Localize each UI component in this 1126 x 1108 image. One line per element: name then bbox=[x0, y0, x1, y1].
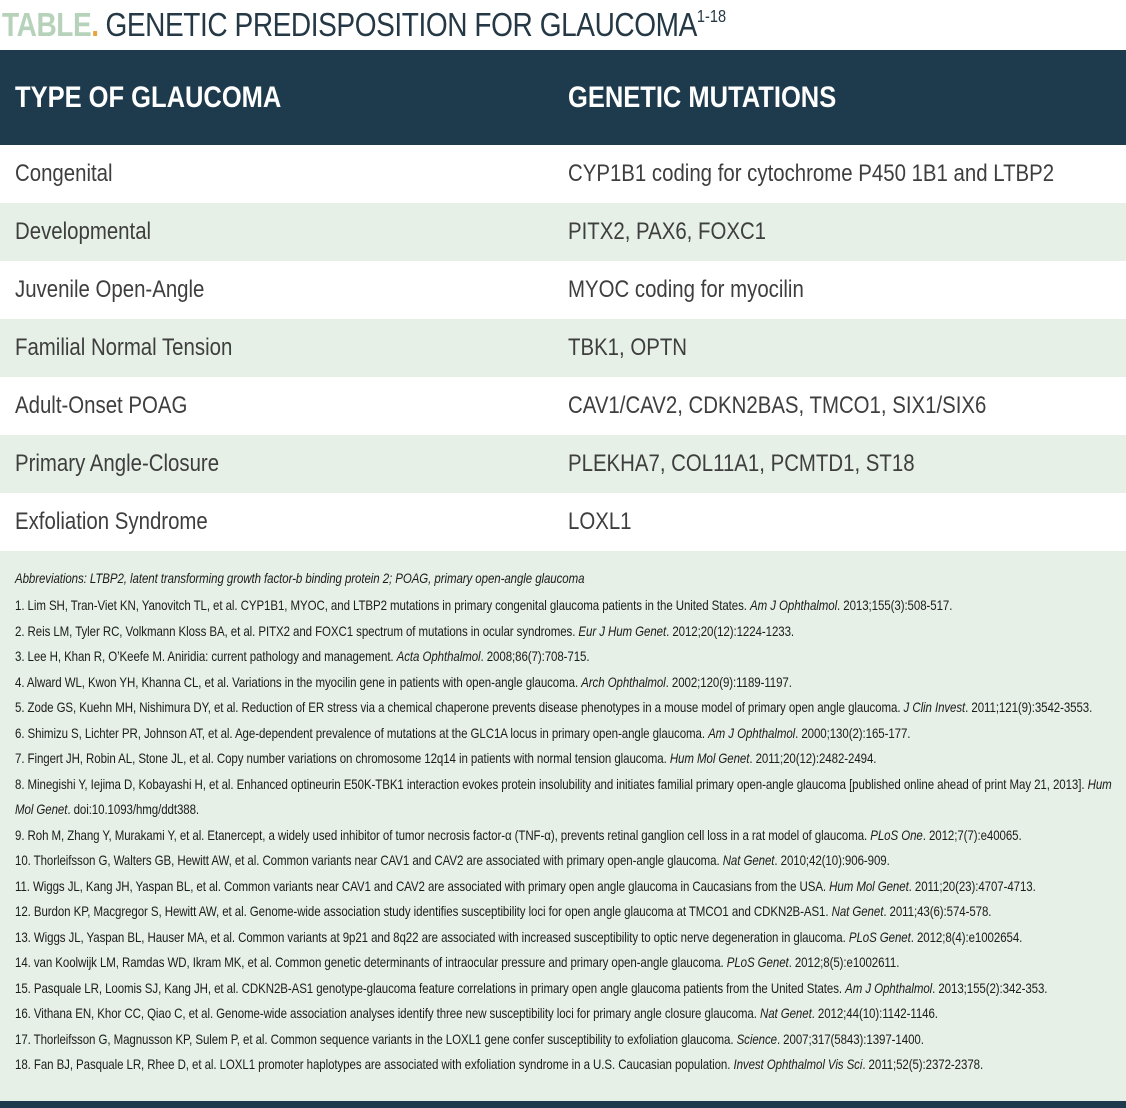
reference-item: 18. Fan BJ, Pasquale LR, Rhee D, et al. LOXL1 promoter haplotypes are associated with exfoliation syndrome in a U.S. Caucasian population. Invest Ophthalmol Vis Sci. 2011;52(5):2372-2378. bbox=[15, 1056, 984, 1072]
reference-item: 13. Wiggs JL, Yaspan BL, Hauser MA, et al. Common variants at 9p21 and 8q22 are associated with increased susceptibility to optic nerve degeneration in glaucoma. PLoS Genet. 2012;8(4):e1002654. bbox=[15, 928, 1023, 945]
reference-item: 17. Thorleifsson G, Magnusson KP, Sulem P, et al. Common sequence variants in the LOXL1 gene confer susceptibility to exfoliation glaucoma. Science. 2007;317(5843):1397-1400. bbox=[15, 1030, 924, 1047]
journal-name: Acta Ophthalmol bbox=[396, 648, 481, 664]
journal-name: Hum Mol Genet bbox=[669, 750, 750, 766]
reference-item: 8. Minegishi Y, Iejima D, Kobayashi H, et al. Enhanced optineurin E50K-TBK1 interaction evokes protein insolubility and initiates familial primary open-angle glaucoma [published online ahead of print May 21, 2013]. Hum Mol Genet. doi:10.1093/hmg/ddt388. bbox=[15, 775, 1112, 817]
reference-item: 1. Lim SH, Tran-Viet KN, Yanovitch TL, et al. CYP1B1, MYOC, and LTBP2 mutations in primary congenital glaucoma patients in the United States. Am J Ophthalmol. 2013;155(3):508-517. bbox=[15, 597, 953, 613]
genetic-mutations-cell bbox=[568, 450, 1126, 478]
bottom-border bbox=[0, 1101, 1126, 1108]
genetic-mutations-text: PITX2, PAX6, FOXC1 bbox=[568, 218, 767, 245]
reference-item: 7. Fingert JH, Robin AL, Stone JL, et al. Copy number variations on chromosome 12q14 in patients with normal tension glaucoma. Hum Mol Genet. 2011;20(12):2482-2494. bbox=[15, 750, 877, 766]
journal-name: Am J Ophthalmol bbox=[845, 979, 933, 996]
figure-title bbox=[0, 0, 1126, 50]
reference-item: 2. Reis LM, Tyler RC, Volkmann Kloss BA, et al. PITX2 and FOXC1 spectrum of mutations in ocular syndromes. Eur J Hum Genet. 2012;20(12):1224-1233. bbox=[15, 622, 795, 639]
genetic-mutations-text: CAV1/CAV2, CDKN2BAS, TMCO1, SIX1/SIX6 bbox=[568, 392, 987, 419]
journal-name: J Clin Invest bbox=[903, 699, 966, 715]
abbreviations-note: Abbreviations: LTBP2, latent transforming growth factor-b binding protein 2; POAG, primary open-angle glaucoma bbox=[15, 570, 585, 586]
glaucoma-type-text: Juvenile Open-Angle bbox=[15, 276, 205, 303]
genetic-mutations-text: CYP1B1 coding for cytochrome P450 1B1 and LTBP2 bbox=[568, 160, 1055, 187]
glaucoma-type-cell bbox=[0, 160, 568, 188]
genetic-mutations-cell bbox=[568, 276, 1126, 304]
journal-name: PLoS One bbox=[870, 826, 923, 843]
table-row bbox=[0, 377, 1126, 435]
journal-name: Invest Ophthalmol Vis Sci bbox=[733, 1056, 863, 1072]
reference-item: 4. Alward WL, Kwon YH, Khanna CL, et al. Variations in the myocilin gene in patients with open-angle glaucoma. Arch Ophthalmol. 2002;120(9):1189-1197. bbox=[15, 673, 792, 690]
reference-range-superscript: 1-18 bbox=[696, 6, 727, 26]
reference-item: 3. Lee H, Khan R, O’Keefe M. Aniridia: current pathology and management. Acta Ophthalmol. 2008;86(7):708-715. bbox=[15, 648, 590, 664]
table-label-period: . bbox=[91, 6, 99, 43]
journal-name: Hum Mol Genet bbox=[829, 877, 909, 894]
journal-name: Nat Genet bbox=[759, 1005, 812, 1021]
column-header-type-label: TYPE OF GLAUCOMA bbox=[15, 80, 282, 114]
reference-item: 14. van Koolwijk LM, Ramdas WD, Ikram MK, et al. Common genetic determinants of intraocular pressure and primary open-angle glaucoma. PLoS Genet. 2012;8(5):e1002611. bbox=[15, 954, 900, 970]
figure-title-caption: GENETIC PREDISPOSITION FOR GLAUCOMA bbox=[105, 6, 697, 43]
reference-item: 16. Vithana EN, Khor CC, Qiao C, et al. Genome-wide association analyses identify three new susceptibility loci for primary angle closure glaucoma. Nat Genet. 2012;44(10):1142-1146. bbox=[15, 1005, 938, 1021]
journal-name: PLoS Genet bbox=[848, 928, 911, 945]
table-header-row bbox=[0, 50, 1126, 145]
genetic-mutations-text: LOXL1 bbox=[568, 508, 632, 535]
glaucoma-type-cell bbox=[0, 334, 568, 362]
glaucoma-type-cell bbox=[0, 218, 568, 246]
journal-name: Am J Ophthalmol bbox=[750, 597, 838, 613]
figure-title-text-wrap bbox=[2, 6, 726, 44]
footnotes-section bbox=[0, 551, 1126, 1101]
table-row bbox=[0, 319, 1126, 377]
reference-list bbox=[15, 593, 1126, 1078]
table-body bbox=[0, 145, 1126, 551]
genetic-mutations-text: PLEKHA7, COL11A1, PCMTD1, ST18 bbox=[568, 450, 915, 477]
glaucoma-type-cell bbox=[0, 276, 568, 304]
genetic-mutations-cell bbox=[568, 334, 1126, 362]
genetic-mutations-cell bbox=[568, 508, 1126, 536]
table-row bbox=[0, 435, 1126, 493]
table-row bbox=[0, 145, 1126, 203]
journal-name: Am J Ophthalmol bbox=[708, 724, 796, 741]
glaucoma-type-cell bbox=[0, 508, 568, 536]
journal-name: Arch Ophthalmol bbox=[581, 673, 666, 690]
glaucoma-type-text: Exfoliation Syndrome bbox=[15, 508, 208, 535]
genetic-mutations-cell bbox=[568, 218, 1126, 246]
table-row bbox=[0, 493, 1126, 551]
glaucoma-type-text: Primary Angle-Closure bbox=[15, 450, 220, 477]
table-row bbox=[0, 203, 1126, 261]
reference-item: 15. Pasquale LR, Loomis SJ, Kang JH, et al. CDKN2B-AS1 genotype-glaucoma feature correlations in primary open angle glaucoma patients from the United States. Am J Ophthalmol. 2013;155(2):342-353. bbox=[15, 979, 1048, 996]
journal-name: PLoS Genet bbox=[726, 954, 789, 970]
column-header-type-of-glaucoma bbox=[0, 81, 568, 115]
glaucoma-type-text: Congenital bbox=[15, 160, 113, 187]
genetic-mutations-text: MYOC coding for myocilin bbox=[568, 276, 804, 303]
genetic-mutations-cell bbox=[568, 392, 1126, 420]
journal-name: Eur J Hum Genet bbox=[578, 622, 667, 639]
journal-name: Nat Genet bbox=[722, 852, 775, 868]
reference-item: 5. Zode GS, Kuehn MH, Nishimura DY, et al. Reduction of ER stress via a chemical chaperone prevents disease phenotypes in a mouse model of primary open angle glaucoma. J Clin Invest. 2011;121(9):3542-3553. bbox=[15, 699, 1093, 715]
reference-item: 11. Wiggs JL, Kang JH, Yaspan BL, et al. Common variants near CAV1 and CAV2 are associated with primary open angle glaucoma in Caucasians from the USA. Hum Mol Genet. 2011;20(23):4707-4713. bbox=[15, 877, 1036, 894]
genetic-mutations-cell bbox=[568, 160, 1126, 188]
glaucoma-type-text: Adult-Onset POAG bbox=[15, 392, 188, 419]
glaucoma-type-cell bbox=[0, 392, 568, 420]
table-label: TABLE bbox=[2, 6, 92, 43]
journal-name: Nat Genet bbox=[831, 903, 884, 919]
column-header-genetic-mutations bbox=[568, 81, 1126, 115]
reference-item: 6. Shimizu S, Lichter PR, Johnson AT, et al. Age-dependent prevalence of mutations at the GLC1A locus in primary open-angle glaucoma. Am J Ophthalmol. 2000;130(2):165-177. bbox=[15, 724, 911, 741]
genetic-mutations-text: TBK1, OPTN bbox=[568, 334, 688, 361]
glaucoma-type-text: Developmental bbox=[15, 218, 152, 245]
reference-item: 9. Roh M, Zhang Y, Murakami Y, et al. Etanercept, a widely used inhibitor of tumor necrosis factor-α (TNF-α), prevents retinal ganglion cell loss in a rat model of glaucoma. PLoS One. 2012;7(7):e40065. bbox=[15, 826, 1022, 843]
glaucoma-type-text: Familial Normal Tension bbox=[15, 334, 233, 361]
glaucoma-type-cell bbox=[0, 450, 568, 478]
reference-item: 12. Burdon KP, Macgregor S, Hewitt AW, et al. Genome-wide association study identifies susceptibility loci for open angle glaucoma at TMCO1 and CDKN2B-AS1. Nat Genet. 2011;43(6):574-578. bbox=[15, 903, 992, 919]
reference-item: 10. Thorleifsson G, Walters GB, Hewitt AW, et al. Common variants near CAV1 and CAV2 are associated with primary open-angle glaucoma. Nat Genet. 2010;42(10):906-909. bbox=[15, 852, 890, 868]
table-row bbox=[0, 261, 1126, 319]
column-header-mutations-label: GENETIC MUTATIONS bbox=[568, 80, 837, 114]
journal-name: Hum Mol Genet bbox=[15, 775, 1112, 817]
journal-name: Science bbox=[736, 1030, 777, 1047]
